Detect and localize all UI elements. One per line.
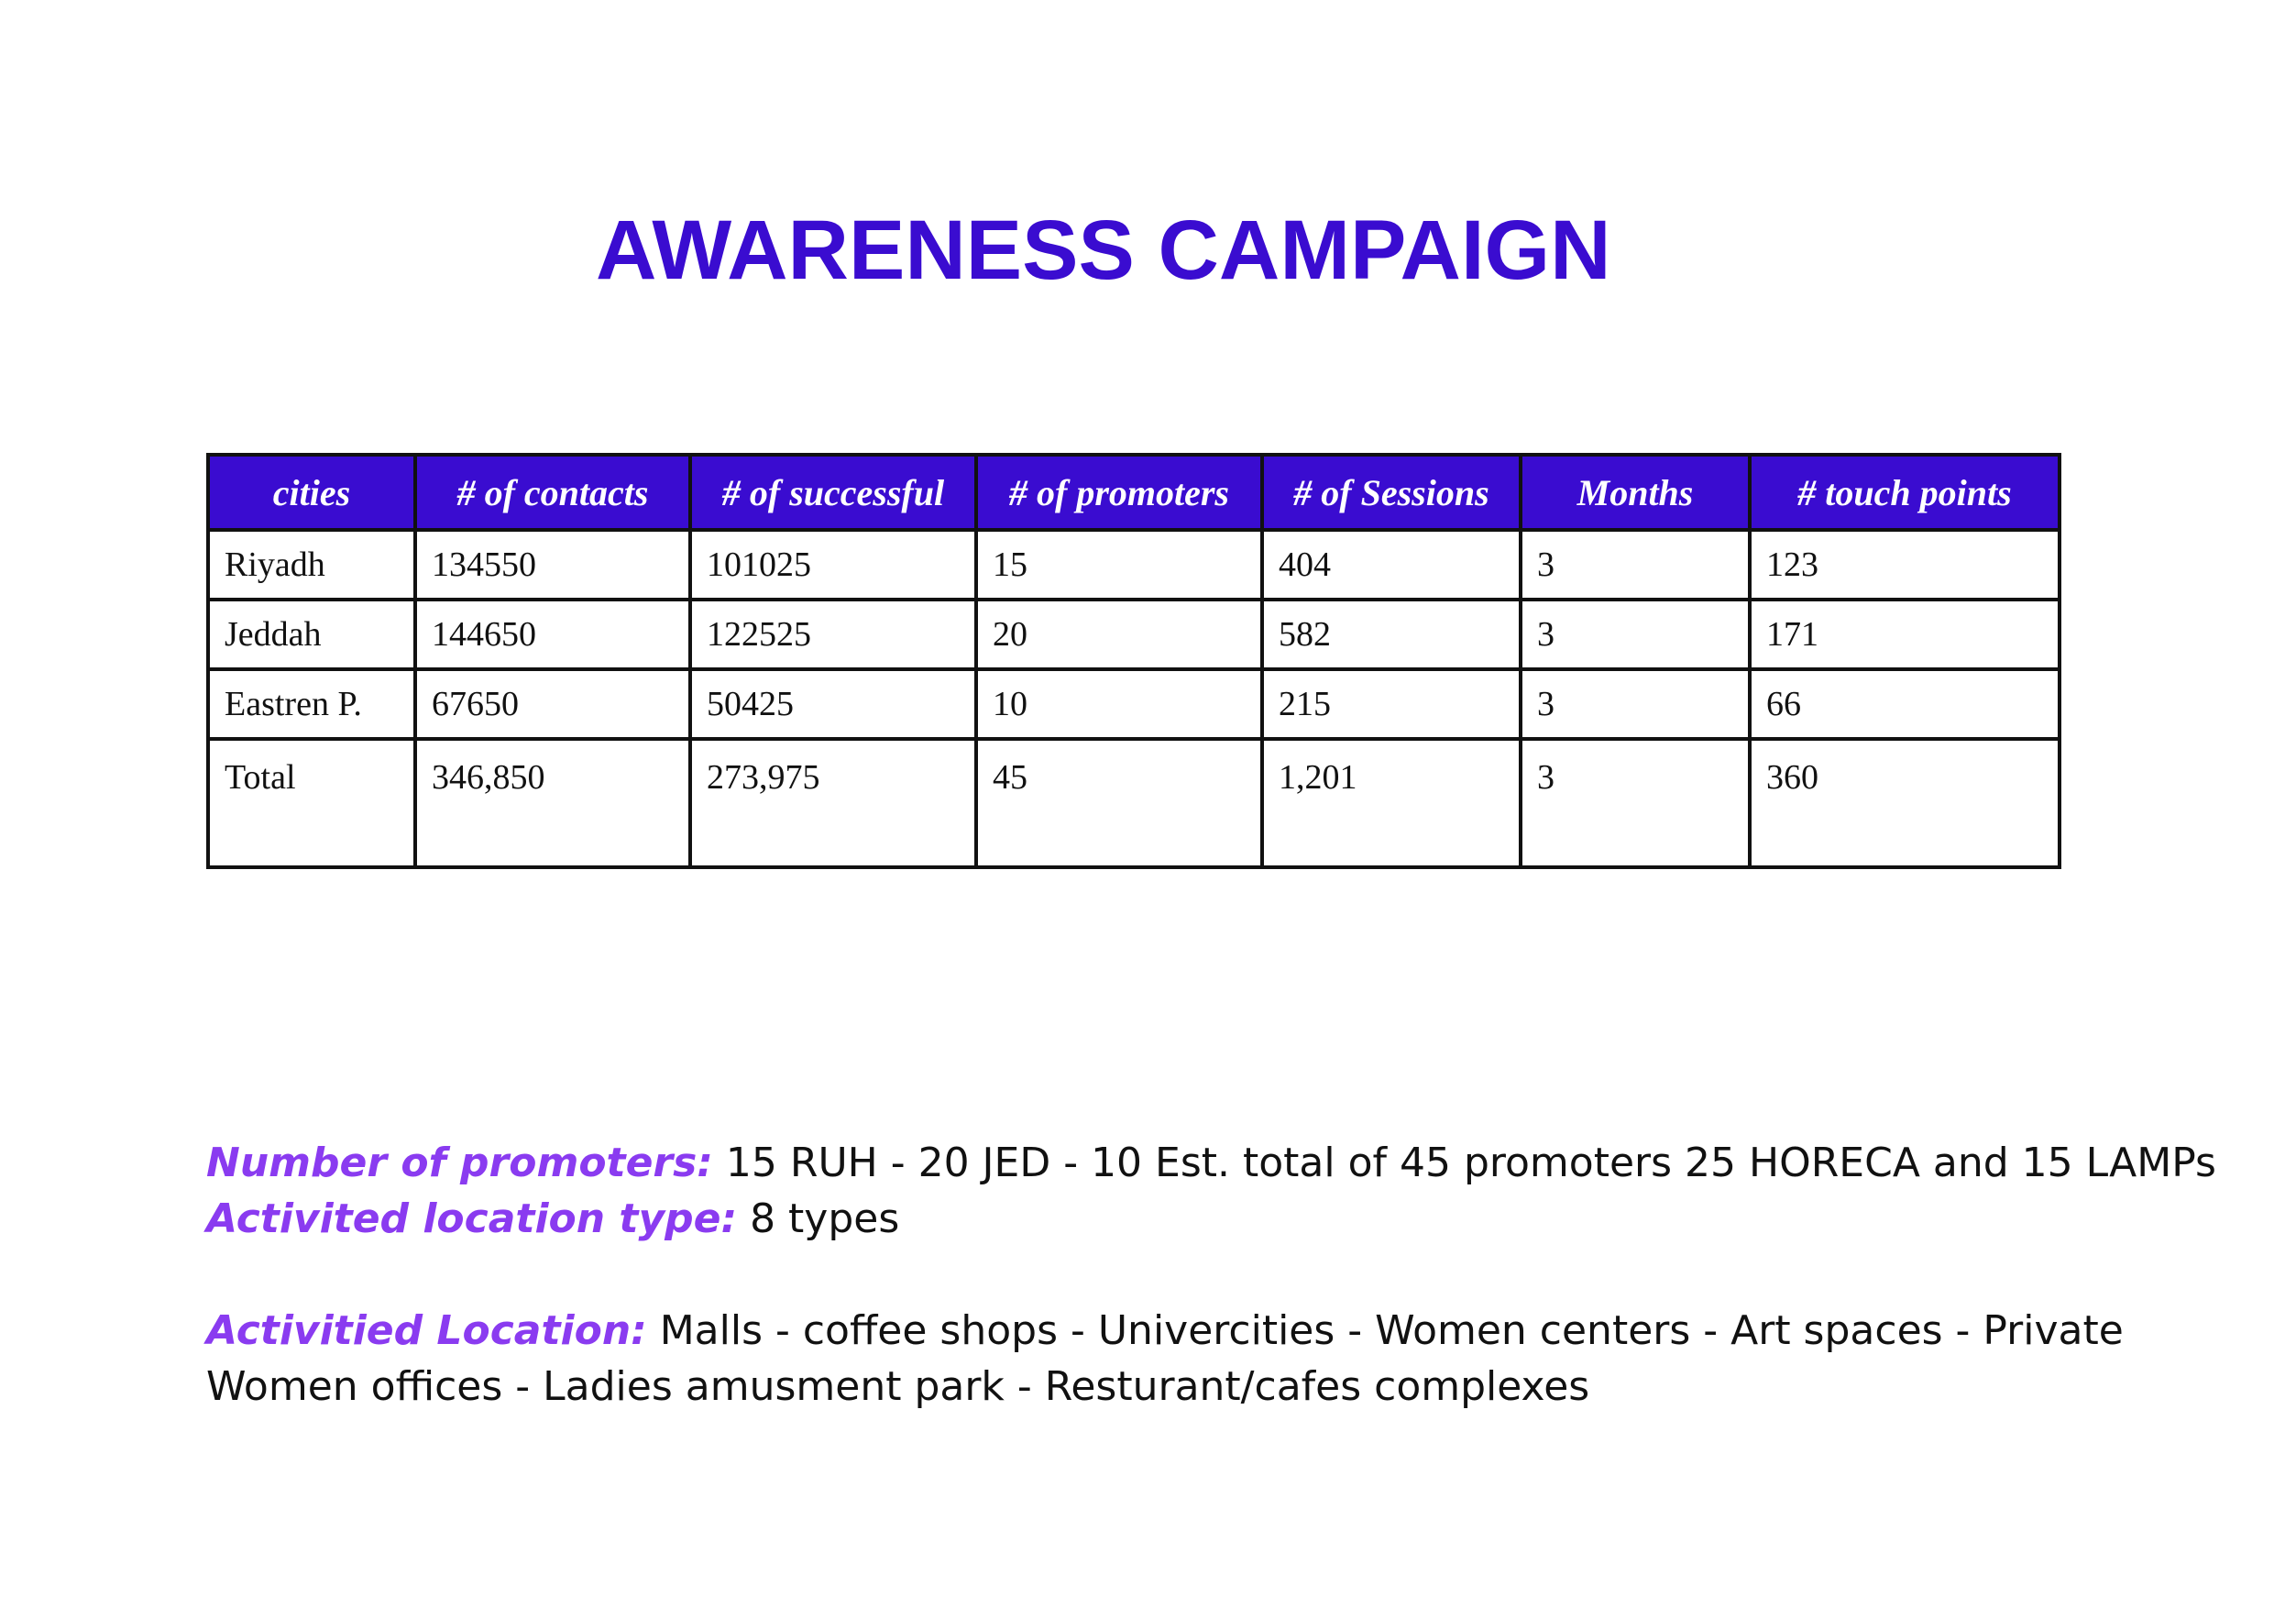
- table-cell: 101025: [690, 530, 976, 600]
- table-cell: 273,975: [690, 739, 976, 867]
- table-cell: 3: [1521, 600, 1750, 669]
- table-cell: 66: [1750, 669, 2060, 739]
- table-cell: Total: [208, 739, 415, 867]
- promoters-label: Number of promoters:: [206, 1140, 713, 1186]
- header-promoters: # of promoters: [976, 455, 1262, 530]
- table-cell: 67650: [415, 669, 690, 739]
- table-cell: 1,201: [1262, 739, 1521, 867]
- promoters-text: 15 RUH - 20 JED - 10 Est. total of 45 promoters 25 HORECA and 15 LAMPs: [712, 1140, 2216, 1186]
- locations-text: Malls - coffee shops - Univercities - Women centers - Art spaces - Private Women offices - Ladies amusment park - Resturant/cafes complexes: [206, 1307, 2124, 1410]
- campaign-table: [206, 453, 2061, 869]
- locations-label: Activitied Location:: [206, 1307, 647, 1354]
- table-cell: Eastren P.: [208, 669, 415, 739]
- table-cell: Riyadh: [208, 530, 415, 600]
- table-total-row: [208, 739, 2060, 867]
- locations-note: [206, 1303, 2250, 1415]
- table-cell: 50425: [690, 669, 976, 739]
- table-cell: 122525: [690, 600, 976, 669]
- table-cell: 3: [1521, 739, 1750, 867]
- spacer: [206, 1247, 2250, 1303]
- table-cell: 15: [976, 530, 1262, 600]
- table-cell: 3: [1521, 530, 1750, 600]
- header-months: Months: [1521, 455, 1750, 530]
- location-type-text: 8 types: [737, 1195, 900, 1242]
- table-cell: 346,850: [415, 739, 690, 867]
- header-sessions: # of Sessions: [1262, 455, 1521, 530]
- table-header-row: [208, 455, 2060, 530]
- table-row: [208, 530, 2060, 600]
- table-cell: 134550: [415, 530, 690, 600]
- location-type-note: [206, 1191, 2250, 1247]
- header-contacts: # of contacts: [415, 455, 690, 530]
- table-cell: Jeddah: [208, 600, 415, 669]
- table-cell: 171: [1750, 600, 2060, 669]
- location-type-label: Activited location type:: [206, 1195, 738, 1242]
- table-cell: 45: [976, 739, 1262, 867]
- promoters-note: [206, 1135, 2250, 1191]
- page-title: AWARENESS CAMPAIGN: [596, 204, 1611, 297]
- header-cities: cities: [208, 455, 415, 530]
- table-cell: 144650: [415, 600, 690, 669]
- table-cell: 360: [1750, 739, 2060, 867]
- table-cell: 3: [1521, 669, 1750, 739]
- table-cell: 582: [1262, 600, 1521, 669]
- table-cell: 10: [976, 669, 1262, 739]
- header-successful: # of successful: [690, 455, 976, 530]
- campaign-notes: [206, 1135, 2250, 1415]
- header-touch-points: # touch points: [1750, 455, 2060, 530]
- table-cell: 20: [976, 600, 1262, 669]
- table-cell: 123: [1750, 530, 2060, 600]
- table-cell: 404: [1262, 530, 1521, 600]
- table-cell: 215: [1262, 669, 1521, 739]
- table-row: [208, 669, 2060, 739]
- table-row: [208, 600, 2060, 669]
